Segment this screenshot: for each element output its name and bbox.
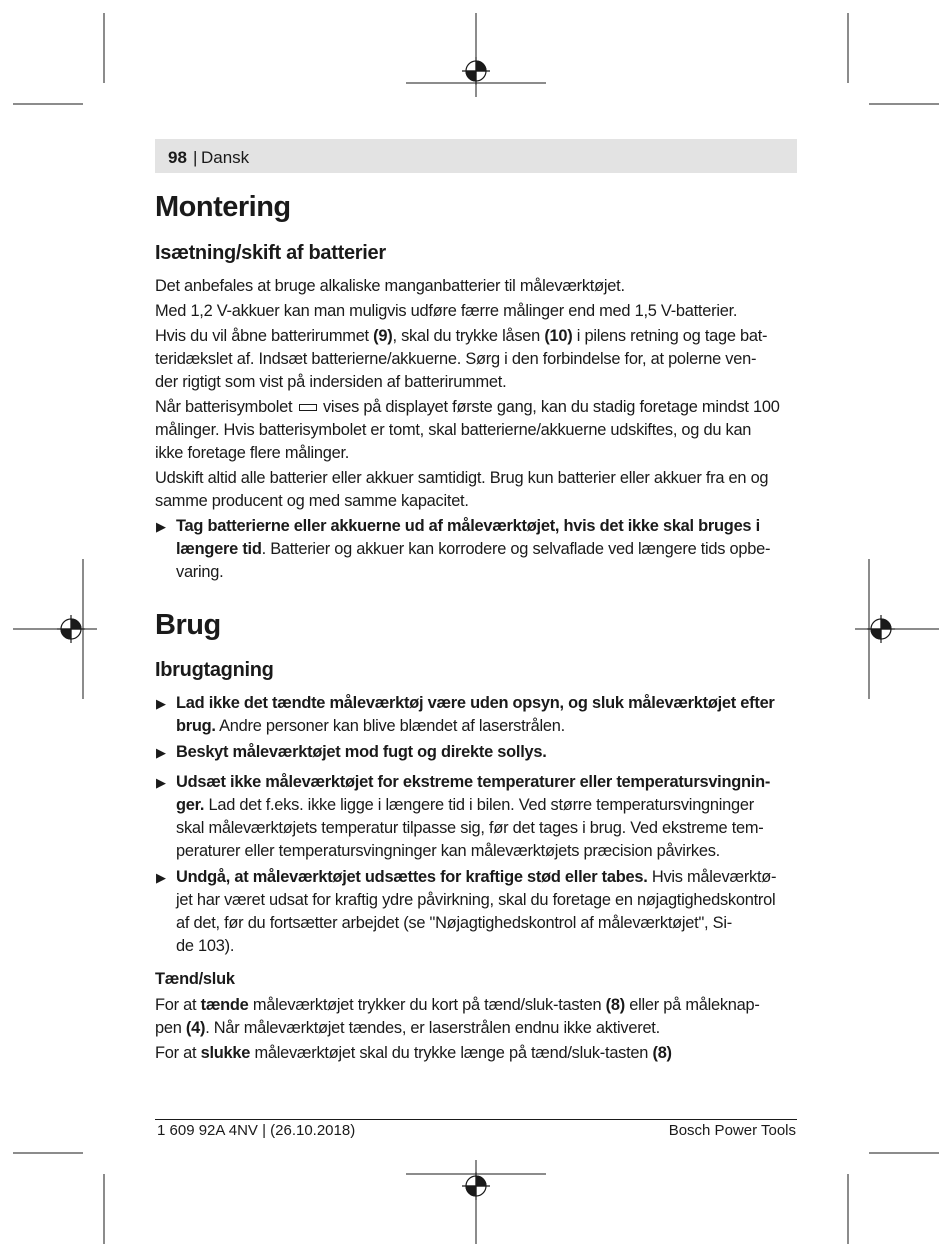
crosshair-registration-icon	[462, 57, 490, 85]
paragraph: For at slukke måleværktøjet skal du trykke længe på tænd/sluk-tasten (8)	[155, 1044, 672, 1062]
footer-divider	[155, 1119, 797, 1120]
triangle-right-icon: ▶	[156, 696, 166, 711]
crosshair-registration-icon	[462, 1172, 490, 1200]
battery-icon	[299, 404, 317, 411]
triangle-right-icon: ▶	[156, 745, 166, 760]
page-content	[155, 188, 800, 1065]
triangle-right-icon: ▶	[156, 775, 166, 790]
section-title-brug: Brug	[155, 609, 221, 641]
paragraph: Når batterisymbolet vises på displayet første gang, kan du stadig foretage mindst 100 målinger. Hvis batterisymbolet er tomt, skal batterierne/akkuerne udskiftes, og du kan ikke foretage flere målinger.	[155, 398, 780, 462]
footer-brand: Bosch Power Tools	[668, 1122, 796, 1139]
page-number: 98	[168, 148, 187, 167]
header-separator: |	[193, 148, 198, 167]
paragraph: Hvis du vil åbne batterirummet (9), skal du trykke låsen (10) i pilens retning og tage bat- teridækslet af. Indsæt batterierne/akkuerne. Sørg i den forbindelse for, at polerne ven- der rigtigt som vist på indersiden af batterirummet.	[155, 327, 768, 391]
subsection-title-taend-sluk: Tænd/sluk	[155, 970, 235, 988]
paragraph: Med 1,2 V-akkuer kan man muligvis udføre færre målinger end med 1,5 V-batterier.	[155, 302, 738, 320]
triangle-right-icon: ▶	[156, 519, 166, 534]
list-item: ▶ Tag batterierne eller akkuerne ud af måleværktøjet, hvis det ikke skal bruges i længere tid. Batterier og akkuer kan korrodere og selvaflade ved længere tids opbe- varing.	[156, 517, 771, 581]
footer-doc-id: 1 609 92A 4NV | (26.10.2018)	[157, 1122, 356, 1139]
header-language: Dansk	[201, 148, 250, 167]
list-item: ▶ Udsæt ikke måleværktøjet for ekstreme temperaturer eller temperatursvingnin- ger. Lad det f.eks. ikke ligge i længere tid i bilen. Ved større temperatursvingninger skal måleværktøjets temperatur tilpasse sig, før det tages i brug. Ved ekstreme tem- peraturer eller temperatursvingninger kan måleværktøjets præcision påvirkes.	[156, 773, 771, 860]
paragraph: For at tænde måleværktøjet trykker du kort på tænd/sluk-tasten (8) eller på måleknap- pen (4). Når måleværktøjet tændes, er laserstrålen endnu ikke aktiveret.	[155, 996, 760, 1037]
crosshair-registration-icon	[57, 615, 85, 643]
crosshair-registration-icon	[867, 615, 895, 643]
list-item: ▶ Lad ikke det tændte måleværktøj være uden opsyn, og sluk måleværktøjet efter brug. Andre personer kan blive blændet af laserstrålen.	[156, 694, 775, 735]
paragraph: Det anbefales at bruge alkaliske manganbatterier til måleværktøjet.	[155, 277, 625, 295]
paragraph: Udskift altid alle batterier eller akkuer samtidigt. Brug kun batterier eller akkuer fra en og samme producent og med samme kapacitet.	[155, 469, 769, 510]
list-item: ▶ Undgå, at måleværktøjet udsættes for kraftige stød eller tabes. Hvis måleværktø- jet har været udsat for kraftig ydre påvirkning, skal du foretage en nøjagtighedskontrol af det, før du fortsætter arbejdet (se "Nøjagtighedskontrol af måleværktøjet", Si- de 103).	[156, 868, 777, 955]
subsection-title-batterier: Isætning/skift af batterier	[155, 242, 386, 264]
section-title-montering: Montering	[155, 191, 291, 223]
subsection-title-ibrugtagning: Ibrugtagning	[155, 659, 274, 681]
list-item: ▶ Beskyt måleværktøjet mod fugt og direkte sollys.	[155, 741, 800, 764]
triangle-right-icon: ▶	[156, 870, 166, 885]
page-header	[155, 139, 797, 173]
